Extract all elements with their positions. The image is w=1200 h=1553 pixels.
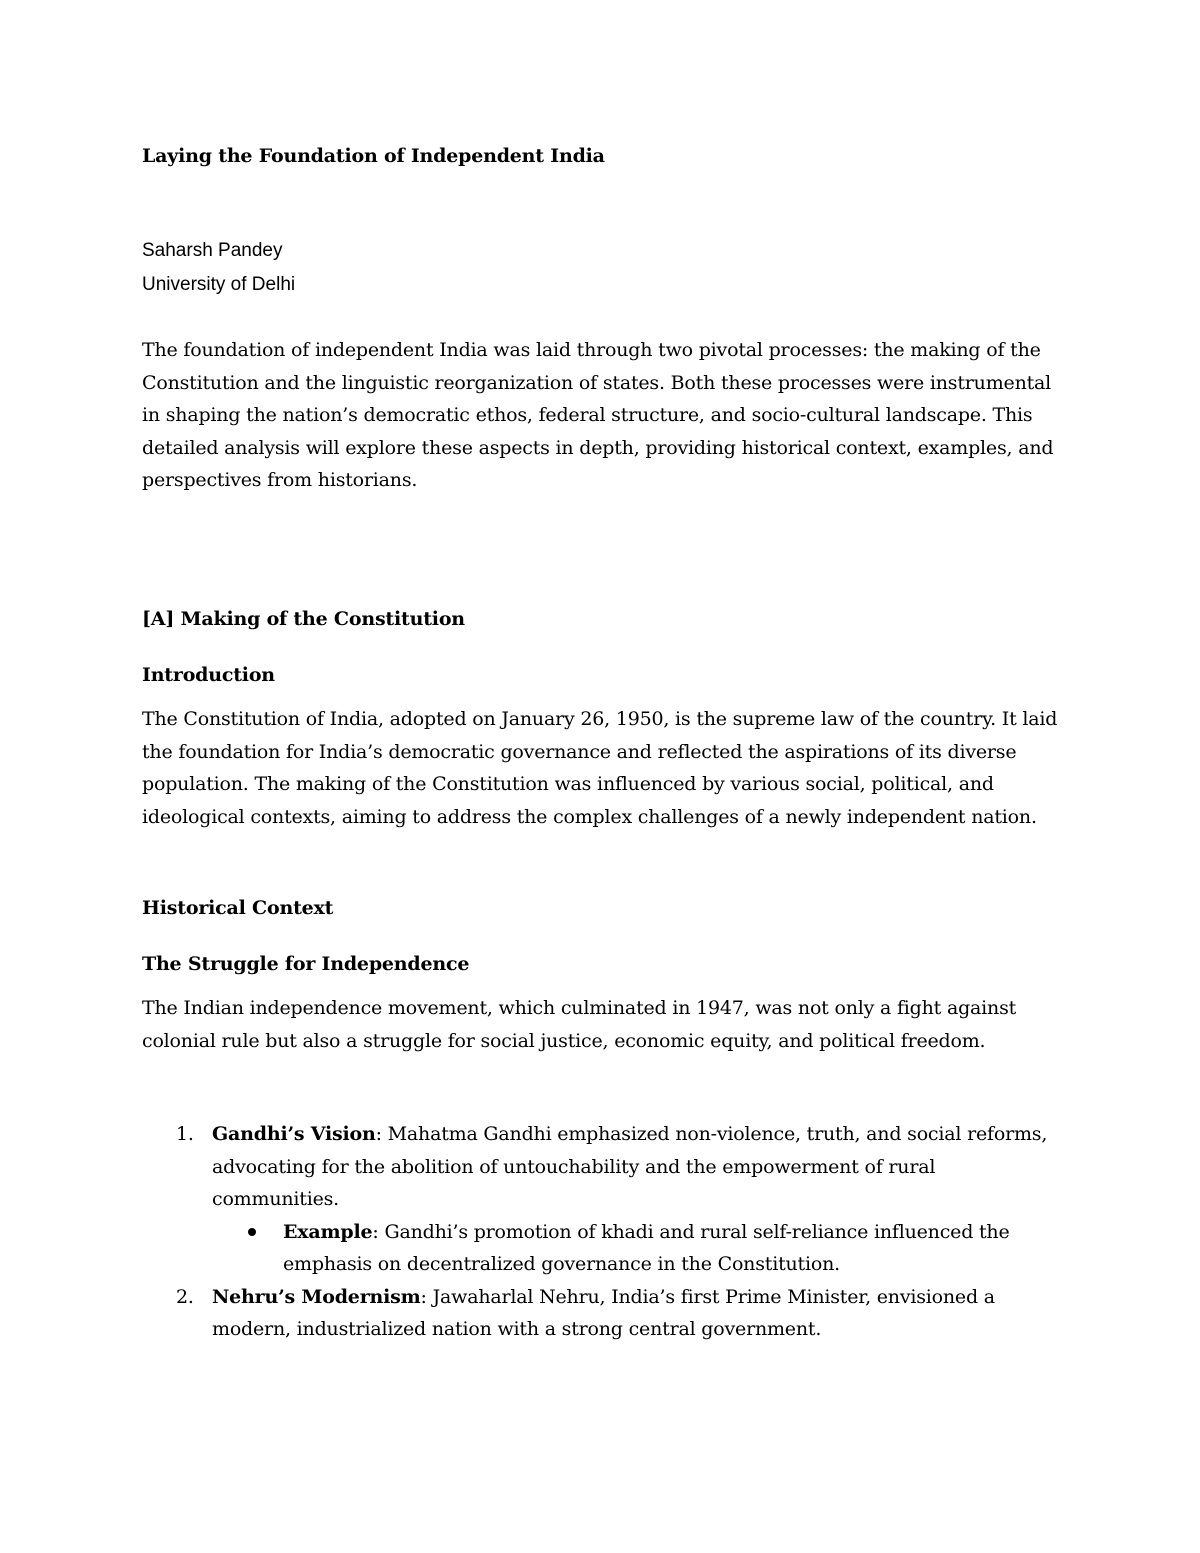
list-item <box>142 1118 1067 1216</box>
author-affiliation: University of Delhi <box>142 274 296 295</box>
author-block <box>142 234 295 302</box>
historical-context-heading: Historical Context <box>142 897 334 919</box>
sub-list-item <box>142 1216 1067 1281</box>
list-item-label: Nehru’s Modernism <box>212 1285 421 1308</box>
list-number: 2. <box>176 1285 194 1308</box>
list-item-label: Gandhi’s Vision <box>212 1123 376 1145</box>
document-title: Laying the Foundation of Independent India <box>142 145 605 167</box>
bullet-icon <box>248 1228 256 1236</box>
author-name: Saharsh Pandey <box>142 240 283 261</box>
sub-item-text: : Gandhi’s promotion of khadi and rural self-reliance influenced the emphasis on decentralized governance in the Constitution. <box>283 1220 1010 1275</box>
section-a-heading: [A] Making of the Constitution <box>142 608 465 630</box>
list-item <box>142 1281 1067 1346</box>
introduction-paragraph: The Constitution of India, adopted on January 26, 1950, is the supreme law of the country. It laid the foundation for India’s democratic governance and reflected the aspirations of its diverse population. The making of the Constitution was influenced by various social, political, and ideological contexts, aiming to address the complex challenges of a newly independent nation. <box>142 708 1058 828</box>
struggle-paragraph: The Indian independence movement, which culminated in 1947, was not only a fight against colonial rule but also a struggle for social justice, economic equity, and political freedom. <box>142 997 1017 1052</box>
numbered-list <box>142 1118 1067 1346</box>
list-number: 1. <box>176 1123 194 1145</box>
list-item-text: : Mahatma Gandhi emphasized non-violence, truth, and social reforms, advocating for the abolition of untouchability and the empowerment of rural communities. <box>212 1123 1048 1210</box>
sub-item-label: Example <box>283 1220 373 1243</box>
list-item-text: : Jawaharlal Nehru, India’s first Prime Minister, envisioned a modern, industrialized nation with a strong central government. <box>212 1285 995 1340</box>
introduction-heading: Introduction <box>142 664 275 686</box>
intro-paragraph: The foundation of independent India was laid through two pivotal processes: the making of the Constitution and the linguistic reorganization of states. Both these processes were instrumental in shaping the nation’s democratic ethos, federal structure, and socio-cultural landscape. This detailed analysis will explore these aspects in depth, providing historical context, examples, and perspectives from historians. <box>142 339 1054 491</box>
struggle-heading: The Struggle for Independence <box>142 953 470 975</box>
